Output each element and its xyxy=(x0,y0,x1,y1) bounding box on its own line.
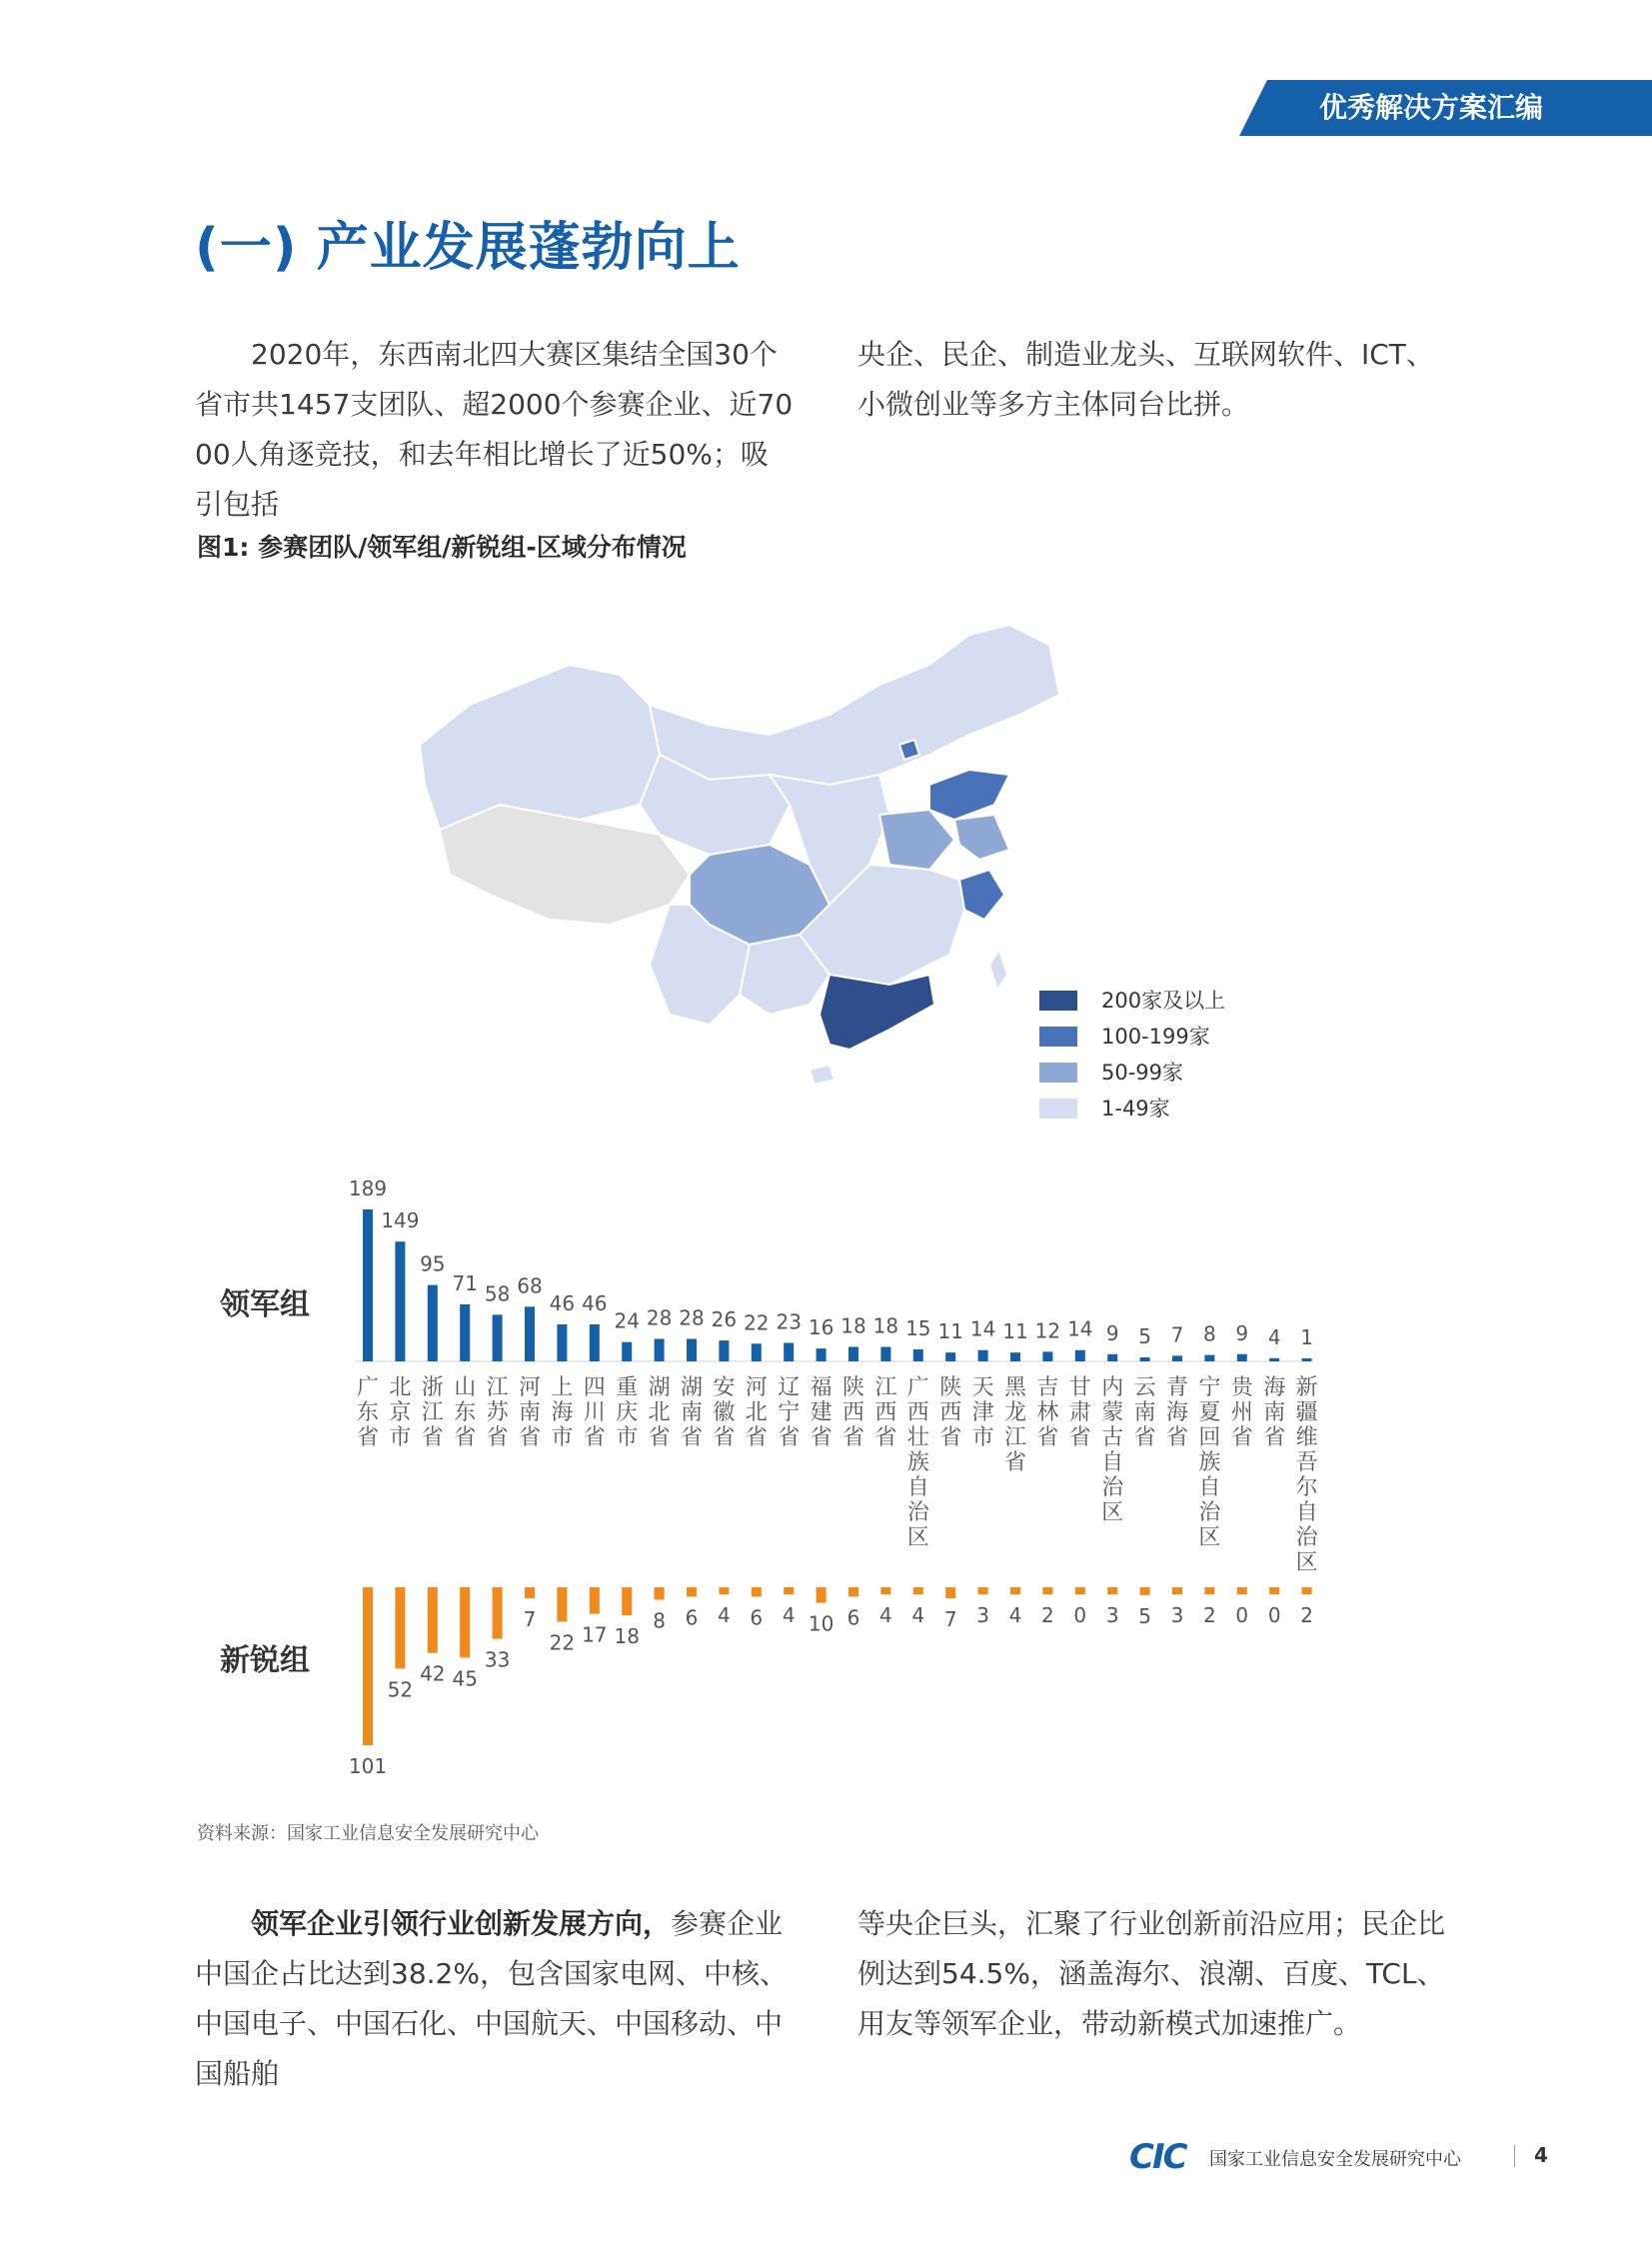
category-label: 治 xyxy=(1295,1525,1318,1550)
bar-xinrui xyxy=(395,1587,405,1668)
bar-lingjun xyxy=(1269,1358,1279,1361)
category-label: 海 xyxy=(1263,1375,1286,1400)
data-label-lingjun: 189 xyxy=(348,1176,388,1200)
bar-xinrui xyxy=(655,1587,665,1600)
category-label: 自 xyxy=(1198,1475,1221,1500)
category-label: 省 xyxy=(583,1425,606,1450)
data-label-xinrui: 3 xyxy=(1170,1603,1184,1627)
data-label-xinrui: 0 xyxy=(1267,1603,1281,1627)
legend-swatch xyxy=(1039,1063,1077,1083)
category-label: 回 xyxy=(1198,1425,1221,1450)
data-label-lingjun: 16 xyxy=(808,1315,834,1340)
category-label: 川 xyxy=(583,1400,606,1425)
category-label: 省 xyxy=(518,1425,542,1450)
body-paragraph-right: 等央企巨头，汇聚了行业创新前沿应用；民企比例达到54.5%，涵盖海尔、浪潮、百度、TCL、用友等领军企业，带动新模式加速推广。 xyxy=(857,1907,1446,2040)
category-label: 西 xyxy=(874,1400,897,1425)
category-label: 市 xyxy=(971,1425,994,1450)
category-label: 省 xyxy=(713,1425,736,1450)
data-label-xinrui: 18 xyxy=(614,1624,640,1649)
category-label: 壮 xyxy=(906,1425,929,1450)
bar-lingjun xyxy=(719,1340,729,1361)
map-region-north xyxy=(650,625,1059,785)
data-label-xinrui: 52 xyxy=(387,1677,414,1702)
category-label: 宁 xyxy=(778,1400,801,1425)
category-label: 区 xyxy=(906,1525,929,1550)
bar-lingjun xyxy=(945,1352,955,1361)
footer-divider xyxy=(1514,2145,1515,2167)
category-label: 省 xyxy=(1263,1425,1286,1450)
bar-xinrui xyxy=(1302,1587,1312,1594)
data-label-xinrui: 42 xyxy=(420,1661,446,1686)
category-label: 山 xyxy=(454,1375,477,1400)
category-label: 治 xyxy=(1101,1475,1124,1500)
bar-xinrui xyxy=(1075,1587,1085,1594)
category-label: 省 xyxy=(680,1425,704,1450)
category-label: 西 xyxy=(906,1400,929,1425)
category-label: 省 xyxy=(939,1425,962,1450)
data-label-xinrui: 6 xyxy=(750,1605,764,1630)
category-label: 省 xyxy=(648,1425,671,1450)
bar-lingjun xyxy=(913,1349,923,1361)
data-label-xinrui: 4 xyxy=(782,1603,796,1627)
bar-xinrui xyxy=(978,1587,988,1594)
bar-lingjun xyxy=(655,1338,665,1361)
bar-xinrui xyxy=(913,1587,923,1594)
category-label: 维 xyxy=(1295,1425,1318,1450)
category-label: 南 xyxy=(518,1400,542,1425)
bar-xinrui xyxy=(784,1587,794,1594)
category-label: 自 xyxy=(906,1475,929,1500)
bar-xinrui xyxy=(719,1587,729,1594)
data-label-lingjun: 1 xyxy=(1300,1325,1313,1349)
category-label: 海 xyxy=(1165,1400,1189,1425)
category-label: 省 xyxy=(1230,1425,1253,1450)
body-strong: 领军企业引领行业创新发展方向， xyxy=(251,1907,672,1940)
category-label: 疆 xyxy=(1295,1400,1318,1425)
map-region-hainan xyxy=(810,1065,834,1085)
data-label-xinrui: 6 xyxy=(846,1605,860,1630)
bar-xinrui xyxy=(622,1587,632,1615)
map-region-guangdong xyxy=(820,975,934,1050)
data-label-lingjun: 22 xyxy=(744,1310,770,1335)
data-label-xinrui: 17 xyxy=(582,1622,608,1647)
category-label: 省 xyxy=(1036,1425,1059,1450)
data-label-xinrui: 2 xyxy=(1203,1603,1216,1627)
data-label-lingjun: 11 xyxy=(1002,1319,1028,1344)
bar-lingjun xyxy=(784,1343,794,1361)
category-label: 省 xyxy=(1003,1450,1027,1475)
category-label: 河 xyxy=(518,1375,542,1400)
data-label-lingjun: 12 xyxy=(1034,1318,1061,1343)
category-label: 南 xyxy=(1263,1400,1286,1425)
section-title: (一) 产业发展蓬勃向上 xyxy=(195,218,741,278)
data-label-lingjun: 28 xyxy=(646,1305,673,1330)
data-label-lingjun: 9 xyxy=(1105,1320,1119,1345)
category-label: 区 xyxy=(1198,1525,1221,1550)
data-label-lingjun: 26 xyxy=(711,1307,738,1332)
bar-xinrui xyxy=(590,1587,600,1614)
cic-logo: CIC xyxy=(1129,2137,1186,2177)
category-label: 安 xyxy=(713,1375,736,1400)
category-label: 湖 xyxy=(648,1375,671,1400)
body-paragraph-left xyxy=(195,1899,795,2099)
data-label-xinrui: 4 xyxy=(911,1603,925,1627)
data-label-lingjun: 9 xyxy=(1235,1320,1249,1345)
bar-lingjun xyxy=(557,1324,567,1361)
legend-swatch xyxy=(1039,1099,1077,1119)
data-label-lingjun: 11 xyxy=(937,1319,963,1344)
category-label: 吉 xyxy=(1036,1375,1059,1400)
category-label: 津 xyxy=(971,1400,994,1425)
bar-xinrui xyxy=(460,1587,470,1657)
category-label: 龙 xyxy=(1003,1400,1027,1425)
category-label: 区 xyxy=(1101,1500,1124,1525)
category-label: 自 xyxy=(1101,1450,1124,1475)
map-region-henan xyxy=(879,810,954,870)
data-label-xinrui: 3 xyxy=(1105,1603,1119,1627)
data-label-lingjun: 58 xyxy=(484,1281,511,1306)
data-label-lingjun: 28 xyxy=(679,1305,705,1330)
category-label: 新 xyxy=(1295,1375,1318,1400)
data-label-xinrui: 5 xyxy=(1138,1603,1151,1628)
category-label: 古 xyxy=(1101,1425,1124,1450)
bar-lingjun xyxy=(1010,1352,1020,1361)
category-label: 天 xyxy=(971,1375,994,1400)
footer-org: 国家工业信息安全发展研究中心 xyxy=(1209,2149,1461,2170)
intro-paragraph-left: 2020年，东西南北四大赛区集结全国30个省市共1457支团队、超2000个参赛企业、近7000人角逐竞技，和去年相比增长了近50%；吸引包括 xyxy=(195,338,794,521)
bar-lingjun xyxy=(1302,1358,1312,1361)
bar-xinrui xyxy=(363,1587,373,1745)
bar-xinrui xyxy=(1042,1587,1052,1594)
legend-label: 200家及以上 xyxy=(1101,989,1226,1013)
data-label-xinrui: 3 xyxy=(976,1603,989,1627)
bar-lingjun xyxy=(1075,1350,1085,1361)
map-region-xinjiang xyxy=(420,665,660,830)
bar-xinrui xyxy=(945,1587,955,1598)
figure-title: 图1: 参赛团队/领军组/新锐组-区域分布情况 xyxy=(197,533,687,562)
bar-lingjun xyxy=(752,1343,762,1361)
header-title: 优秀解决方案汇编 xyxy=(1319,91,1544,124)
category-label: 自 xyxy=(1295,1500,1318,1525)
map-region-beijing xyxy=(899,740,919,760)
bar-lingjun xyxy=(1140,1357,1150,1361)
category-label: 西 xyxy=(939,1400,962,1425)
bar-lingjun xyxy=(590,1324,600,1361)
category-label: 北 xyxy=(389,1375,412,1400)
data-label-xinrui: 45 xyxy=(452,1666,478,1691)
series-label-xinrui: 新锐组 xyxy=(220,1643,310,1678)
intro-paragraph-right: 央企、民企、制造业龙头、互联网软件、ICT、小微创业等多方主体同台比拼。 xyxy=(857,338,1434,421)
category-label: 云 xyxy=(1133,1375,1156,1400)
bar-xinrui xyxy=(1140,1587,1150,1595)
data-label-xinrui: 0 xyxy=(1235,1603,1249,1627)
legend-label: 1-49家 xyxy=(1101,1097,1170,1121)
bar-lingjun xyxy=(622,1342,632,1361)
category-label: 省 xyxy=(486,1425,509,1450)
category-label: 州 xyxy=(1230,1400,1253,1425)
china-map xyxy=(410,605,1099,1124)
category-label: 西 xyxy=(841,1400,865,1425)
legend-label: 50-99家 xyxy=(1101,1061,1184,1085)
category-label: 甘 xyxy=(1068,1375,1091,1400)
category-label: 省 xyxy=(778,1425,801,1450)
category-label: 省 xyxy=(745,1425,768,1450)
bar-lingjun xyxy=(817,1348,826,1361)
bar-xinrui xyxy=(557,1587,567,1621)
data-label-xinrui: 22 xyxy=(549,1630,576,1655)
category-label: 省 xyxy=(841,1425,865,1450)
category-label: 福 xyxy=(810,1375,832,1400)
category-label: 建 xyxy=(810,1400,832,1425)
bar-xinrui xyxy=(1010,1587,1020,1594)
bar-xinrui xyxy=(848,1587,858,1596)
bar-xinrui xyxy=(1204,1587,1214,1594)
data-label-xinrui: 4 xyxy=(879,1603,892,1627)
data-label-xinrui: 4 xyxy=(1008,1603,1022,1627)
series-label-lingjun: 领军组 xyxy=(220,1287,310,1322)
bar-lingjun xyxy=(493,1314,503,1361)
bar-xinrui xyxy=(687,1587,697,1596)
category-label: 北 xyxy=(745,1400,768,1425)
data-label-xinrui: 7 xyxy=(523,1606,537,1631)
bar-lingjun xyxy=(848,1347,858,1361)
category-label: 江 xyxy=(486,1375,509,1400)
bar-xinrui xyxy=(428,1587,438,1653)
category-label: 省 xyxy=(874,1425,897,1450)
bar-xinrui xyxy=(1237,1587,1247,1594)
data-label-xinrui: 6 xyxy=(685,1605,699,1630)
data-label-lingjun: 15 xyxy=(905,1315,931,1340)
category-label: 治 xyxy=(1198,1500,1221,1525)
category-label: 黑 xyxy=(1003,1375,1027,1400)
data-label-lingjun: 18 xyxy=(872,1313,899,1338)
category-label: 省 xyxy=(1165,1425,1189,1450)
category-label: 东 xyxy=(454,1400,477,1425)
data-label-lingjun: 46 xyxy=(582,1291,608,1316)
bar-xinrui xyxy=(1172,1587,1182,1594)
category-label: 省 xyxy=(1133,1425,1156,1450)
data-label-lingjun: 149 xyxy=(381,1208,420,1233)
bar-lingjun xyxy=(525,1306,535,1361)
category-label: 贵 xyxy=(1230,1375,1253,1400)
category-label: 南 xyxy=(1133,1400,1156,1425)
bar-lingjun xyxy=(687,1338,697,1361)
category-label: 市 xyxy=(389,1425,412,1450)
category-label: 河 xyxy=(745,1375,768,1400)
category-label: 陕 xyxy=(939,1375,962,1400)
data-label-xinrui: 8 xyxy=(653,1608,666,1633)
bar-xinrui xyxy=(1107,1587,1117,1594)
body-text: 参赛企业中国企占比达到38.2%，包含国家电网、中核、中国电子、中国石化、中国航天、中国移动、中国船舶 xyxy=(195,1907,788,2090)
bar-lingjun xyxy=(1237,1354,1247,1361)
category-label: 重 xyxy=(616,1375,639,1400)
category-label: 四 xyxy=(583,1375,606,1400)
data-label-xinrui: 2 xyxy=(1041,1603,1054,1627)
data-label-lingjun: 71 xyxy=(452,1270,478,1295)
bar-lingjun xyxy=(428,1285,438,1361)
data-label-lingjun: 8 xyxy=(1203,1321,1216,1346)
data-label-lingjun: 23 xyxy=(776,1309,802,1334)
category-label: 青 xyxy=(1165,1375,1189,1400)
category-label: 内 xyxy=(1101,1375,1124,1400)
bar-xinrui xyxy=(817,1587,826,1603)
category-label: 省 xyxy=(810,1425,832,1450)
map-region-shandong xyxy=(929,770,1009,820)
category-label: 庆 xyxy=(616,1400,639,1425)
bar-lingjun xyxy=(1042,1351,1052,1361)
category-label: 上 xyxy=(551,1375,574,1400)
bar-lingjun xyxy=(978,1350,988,1361)
page-number: 4 xyxy=(1534,2143,1548,2167)
category-label: 江 xyxy=(1003,1425,1027,1450)
bar-lingjun xyxy=(1107,1354,1117,1361)
category-label: 湖 xyxy=(680,1375,704,1400)
data-label-lingjun: 24 xyxy=(614,1308,640,1333)
category-label: 苏 xyxy=(486,1400,509,1425)
category-label: 市 xyxy=(616,1425,639,1450)
category-label: 蒙 xyxy=(1101,1400,1124,1425)
category-label: 江 xyxy=(421,1400,444,1425)
source-note: 资料来源：国家工业信息安全发展研究中心 xyxy=(197,1823,539,1844)
category-label: 东 xyxy=(356,1400,380,1425)
footer xyxy=(1129,2137,1609,2177)
category-label: 肃 xyxy=(1068,1400,1091,1425)
bar-xinrui xyxy=(880,1587,890,1594)
bar-lingjun xyxy=(363,1209,373,1361)
bar-lingjun xyxy=(395,1241,405,1361)
category-label: 治 xyxy=(906,1500,929,1525)
bar-lingjun xyxy=(880,1347,890,1361)
legend-label: 100-199家 xyxy=(1101,1025,1210,1049)
bar-xinrui xyxy=(752,1587,762,1596)
category-label: 省 xyxy=(454,1425,477,1450)
category-label: 夏 xyxy=(1198,1400,1221,1425)
bar-xinrui xyxy=(493,1587,503,1639)
category-label: 北 xyxy=(648,1400,671,1425)
category-label: 吾 xyxy=(1295,1450,1318,1475)
data-label-xinrui: 101 xyxy=(348,1754,388,1778)
category-label: 南 xyxy=(680,1400,704,1425)
data-label-lingjun: 14 xyxy=(969,1316,996,1341)
category-label: 广 xyxy=(356,1375,380,1400)
bar-lingjun xyxy=(1204,1355,1214,1361)
data-label-xinrui: 10 xyxy=(808,1611,834,1636)
data-label-lingjun: 5 xyxy=(1138,1323,1151,1348)
category-label: 省 xyxy=(421,1425,444,1450)
data-label-xinrui: 7 xyxy=(943,1606,957,1631)
data-label-lingjun: 46 xyxy=(549,1291,576,1316)
category-label: 尔 xyxy=(1295,1475,1318,1500)
data-label-xinrui: 4 xyxy=(718,1603,731,1627)
category-label: 林 xyxy=(1036,1400,1059,1425)
data-label-xinrui: 2 xyxy=(1300,1603,1313,1627)
legend-swatch xyxy=(1039,991,1077,1011)
category-label: 宁 xyxy=(1198,1375,1221,1400)
category-label: 江 xyxy=(874,1375,897,1400)
category-label: 浙 xyxy=(421,1375,444,1400)
data-label-lingjun: 68 xyxy=(517,1273,543,1298)
category-label: 区 xyxy=(1295,1550,1318,1575)
map-region-zhejiang xyxy=(959,870,1004,920)
bar-xinrui xyxy=(1269,1587,1279,1594)
bar-xinrui xyxy=(525,1587,535,1598)
category-label: 族 xyxy=(906,1450,929,1475)
category-label: 徽 xyxy=(713,1400,736,1425)
data-label-lingjun: 14 xyxy=(1067,1316,1093,1341)
data-label-lingjun: 95 xyxy=(420,1251,446,1276)
category-label: 省 xyxy=(356,1425,380,1450)
data-label-lingjun: 18 xyxy=(840,1313,866,1338)
category-label: 广 xyxy=(906,1375,929,1400)
category-label: 市 xyxy=(551,1425,574,1450)
category-label: 京 xyxy=(389,1400,412,1425)
bar-lingjun xyxy=(460,1304,470,1361)
category-label: 省 xyxy=(1068,1425,1091,1450)
category-label: 族 xyxy=(1198,1450,1221,1475)
map-region-jiangsu xyxy=(954,815,1009,860)
category-label: 陕 xyxy=(841,1375,865,1400)
data-label-xinrui: 0 xyxy=(1073,1603,1087,1627)
map-region-taiwan xyxy=(989,950,1007,990)
data-label-lingjun: 7 xyxy=(1170,1322,1184,1347)
category-label: 海 xyxy=(551,1400,574,1425)
category-label: 辽 xyxy=(778,1375,801,1400)
data-label-lingjun: 4 xyxy=(1267,1324,1281,1349)
data-label-xinrui: 33 xyxy=(484,1647,511,1672)
legend-swatch xyxy=(1039,1027,1077,1047)
bar-lingjun xyxy=(1172,1355,1182,1361)
